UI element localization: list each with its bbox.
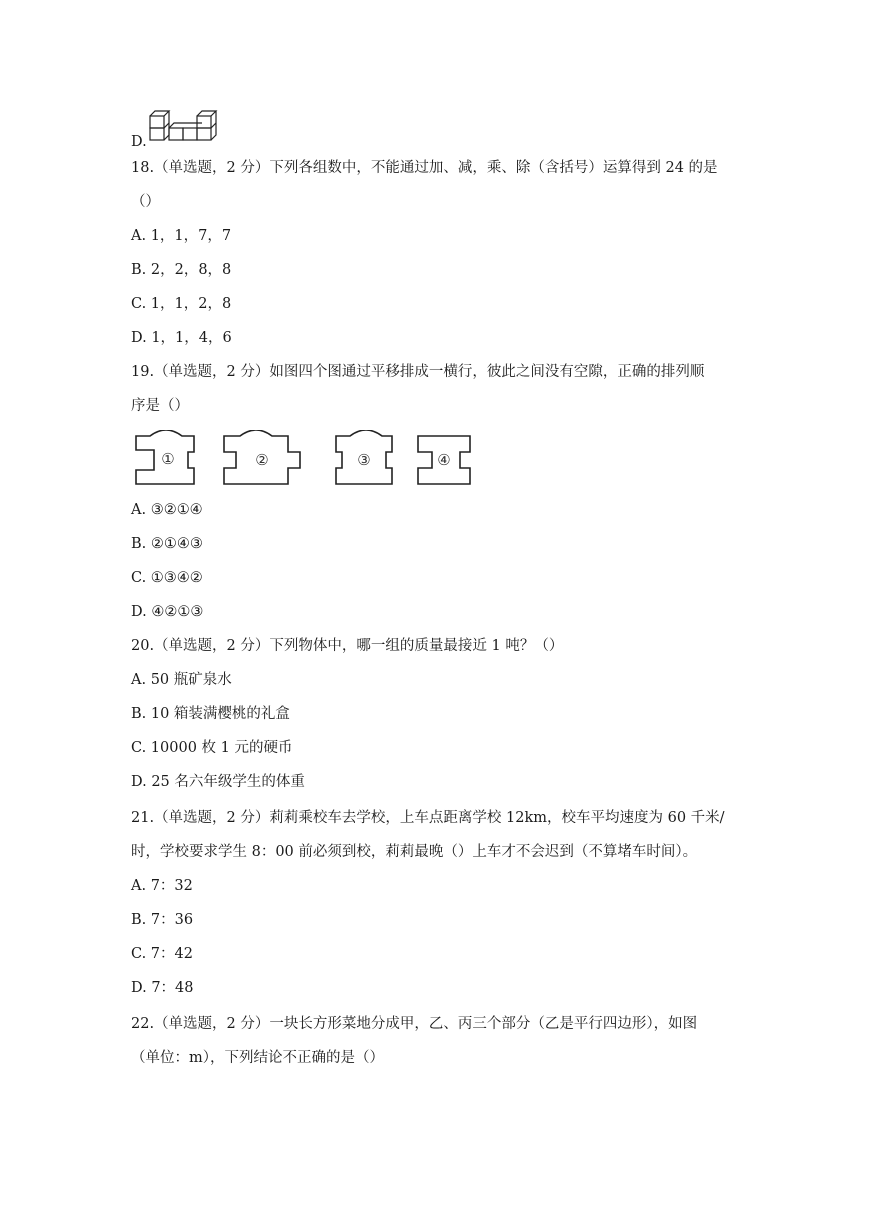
q20-option-b: B. 10 箱装满樱桃的礼盒 bbox=[131, 706, 290, 722]
question-21-stem: 21.（单选题，2 分）莉莉乘校车去学校，上车点距离学校 12km，校车平均速度为 60 千米/ bbox=[131, 810, 725, 826]
question-20-stem: 20.（单选题，2 分）下列物体中，哪一组的质量最接近 1 吨？（） bbox=[131, 638, 564, 654]
puzzle-label-1: ① bbox=[161, 450, 175, 468]
q18-option-b: B. 2，2，8，8 bbox=[131, 262, 232, 278]
q21-option-c: C. 7：42 bbox=[131, 946, 193, 962]
cube-stack-figure bbox=[146, 108, 218, 142]
q18-option-d: D. 1，1，4，6 bbox=[131, 330, 232, 346]
q21-option-d: D. 7：48 bbox=[131, 980, 194, 996]
q20-option-a: A. 50 瓶矿泉水 bbox=[131, 672, 232, 688]
question-19-stem: 19.（单选题，2 分）如图四个图通过平移排成一横行，彼此之间没有空隙，正确的排列顺 bbox=[131, 364, 705, 380]
q19-option-d: D. ④②①③ bbox=[131, 604, 204, 620]
q19-option-b: B. ②①④③ bbox=[131, 536, 203, 552]
q19-option-a: A. ③②①④ bbox=[131, 502, 203, 518]
q18-option-a: A. 1，1，7，7 bbox=[131, 228, 232, 244]
q20-option-d: D. 25 名六年级学生的体重 bbox=[131, 774, 305, 790]
question-22-stem: 22.（单选题，2 分）一块长方形菜地分成甲，乙、丙三个部分（乙是平行四边形），如图 bbox=[131, 1016, 698, 1032]
q18-option-c: C. 1，1，2，8 bbox=[131, 296, 232, 312]
puzzle-label-2: ② bbox=[255, 451, 269, 469]
question-18-stem: 18.（单选题，2 分）下列各组数中，不能通过加、减，乘、除（含括号）运算得到 24 的是 bbox=[131, 160, 718, 176]
puzzle-label-3: ③ bbox=[357, 451, 371, 469]
q19-option-c: C. ①③④② bbox=[131, 570, 203, 586]
puzzle-shapes-figure bbox=[130, 430, 480, 490]
question-19-stem-cont: 序是（） bbox=[131, 398, 189, 414]
question-22-stem-cont: （单位：m），下列结论不正确的是（） bbox=[131, 1050, 384, 1066]
q20-option-c: C. 10000 枚 1 元的硬币 bbox=[131, 740, 293, 756]
question-18-stem-cont: （） bbox=[131, 194, 160, 210]
puzzle-label-4: ④ bbox=[437, 451, 451, 469]
question-21-stem-cont: 时，学校要求学生 8：00 前必须到校，莉莉最晚（）上车才不会迟到（不算堵车时间）。 bbox=[131, 844, 698, 860]
q21-option-a: A. 7：32 bbox=[131, 878, 193, 894]
q21-option-b: B. 7：36 bbox=[131, 912, 194, 928]
option-d-label: D. bbox=[131, 134, 147, 150]
